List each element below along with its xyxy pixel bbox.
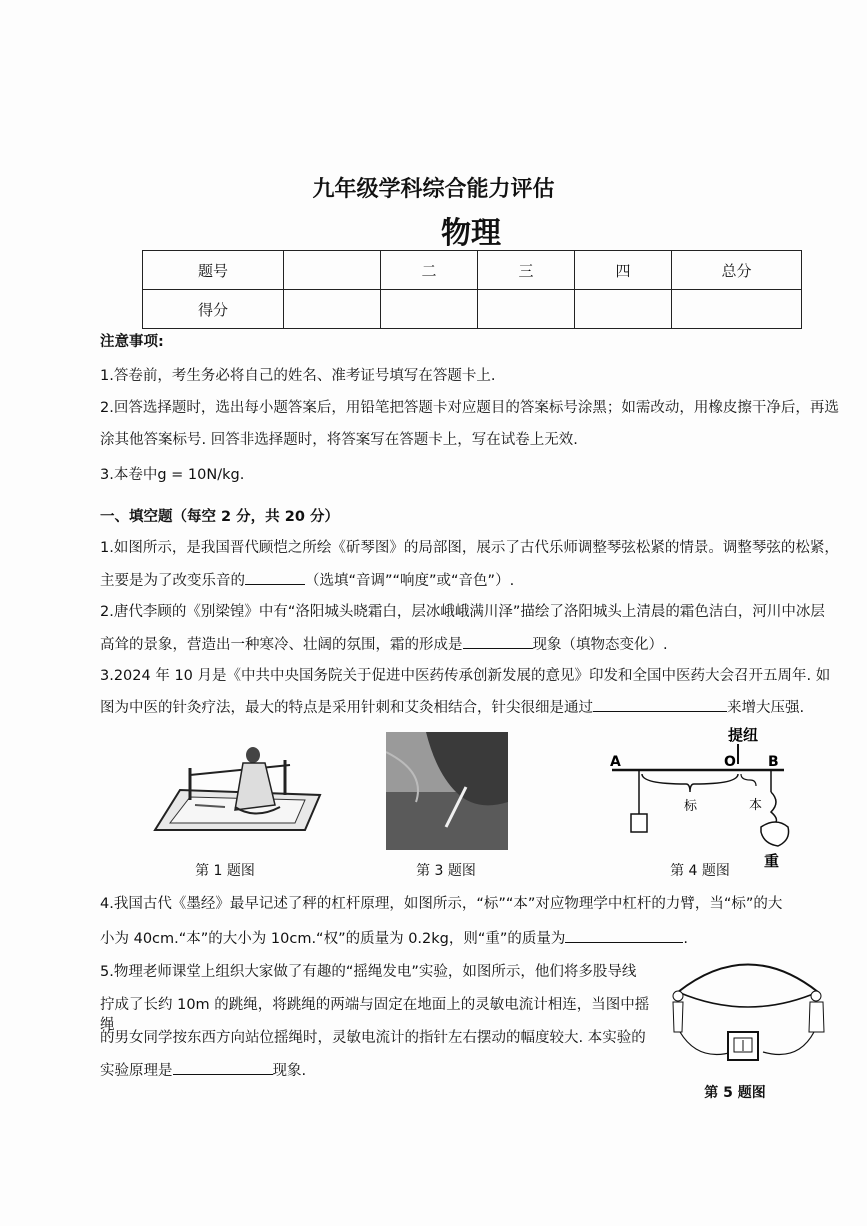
score-input-cell[interactable]	[672, 290, 802, 329]
table-cell: 三	[478, 251, 575, 290]
question-text: .	[683, 931, 688, 947]
question-4-line	[100, 928, 842, 949]
figure-4-image	[606, 722, 806, 872]
question-text: 图为中医的针灸疗法，最大的特点是采用针刺和艾灸相结合，针尖很细是通过	[100, 700, 593, 716]
score-table-header-row	[143, 251, 802, 290]
section-heading: 一、填空题（每空 2 分，共 20 分）	[100, 509, 339, 525]
score-input-cell[interactable]	[575, 290, 672, 329]
score-table-score-row	[143, 290, 802, 329]
question-2-line	[100, 634, 842, 655]
question-3-line	[100, 697, 842, 718]
figure-1-caption: 第 1 题图	[195, 863, 255, 879]
notice-item: 2.回答选择题时，选出每小题答案后，用铅笔把答题卡对应题目的答案标号涂黑；如需改动，用橡皮擦干净后，再选	[100, 400, 839, 416]
question-5-line: 拧成了长约 10m 的跳绳，将跳绳的两端与固定在地面上的灵敏电流计相连，当图中摇绳	[100, 997, 650, 1033]
question-1-line	[100, 570, 842, 591]
subject-title: 物理	[441, 216, 501, 251]
exam-title: 九年级学科综合能力评估	[312, 177, 555, 202]
question-2-line: 2.唐代李顾的《别梁锽》中有“洛阳城头晓霜白，层冰峨峨满川泽”描绘了洛阳城头上清晨的霜色洁白，河川中冰层	[100, 604, 825, 620]
answer-blank[interactable]	[173, 1060, 273, 1075]
fig4-label-tizhu: 提纽	[728, 726, 759, 744]
question-text: 来增大压强.	[727, 700, 805, 716]
question-text: 实验原理是	[100, 1063, 173, 1079]
answer-blank[interactable]	[463, 634, 533, 649]
question-3-line: 3.2024 年 10 月是《中共中央国务院关于促进中医药传承创新发展的意见》印发和全国中医药大会召开五周年. 如	[100, 668, 831, 684]
table-cell: 题号	[143, 251, 284, 290]
notice-heading: 注意事项:	[100, 334, 164, 350]
question-5-line	[100, 1060, 660, 1081]
fig4-label-ben: 本	[749, 798, 763, 813]
table-cell: 二	[381, 251, 478, 290]
table-cell	[284, 251, 381, 290]
table-cell: 总分	[672, 251, 802, 290]
question-text: 小为 40cm.“本”的大小为 10cm.“权”的质量为 0.2kg，则“重”的质量为	[100, 931, 566, 947]
fig4-label-o: O	[724, 754, 736, 770]
answer-blank[interactable]	[565, 928, 683, 943]
notice-item: 涂其他答案标号. 回答非选择题时，将答案写在答题卡上，写在试卷上无效.	[100, 432, 578, 448]
question-text: 现象（填物态变化）.	[532, 637, 668, 653]
notice-item: 3.本卷中g = 10N/kg.	[100, 467, 245, 483]
table-cell: 四	[575, 251, 672, 290]
fig4-label-a: A	[610, 754, 621, 770]
table-cell: 得分	[143, 290, 284, 329]
figure-3-image	[386, 732, 508, 850]
figure-3-caption: 第 3 题图	[416, 863, 476, 879]
fig4-label-b: B	[768, 754, 779, 770]
question-5-line: 的男女同学按东西方向站位摇绳时，灵敏电流计的指针左右摆动的幅度较大. 本实验的	[100, 1030, 646, 1046]
question-1-line: 1.如图所示，是我国晋代顾恺之所绘《斫琴图》的局部图，展示了古代乐师调整琴弦松紧的情景。调整琴弦的松紧，	[100, 540, 839, 556]
fig4-label-zhong: 重	[764, 852, 780, 870]
score-input-cell[interactable]	[284, 290, 381, 329]
score-input-cell[interactable]	[478, 290, 575, 329]
figure-1-image	[135, 735, 325, 845]
score-table	[142, 250, 802, 329]
answer-blank[interactable]	[245, 570, 305, 585]
figure-5-caption: 第 5 题图	[704, 1085, 766, 1101]
fig4-label-biao: 标	[684, 799, 698, 814]
question-text: 高耸的景象，营造出一种寒冷、壮阔的氛围，霜的形成是	[100, 637, 463, 653]
question-text: 主要是为了改变乐音的	[100, 573, 245, 589]
question-4-line: 4.我国古代《墨经》最早记述了秤的杠杆原理，如图所示，“标”“本”对应物理学中杠杆的力臂，当“标”的大	[100, 896, 783, 912]
question-text: （选填“音调”“响度”或“音色”）.	[305, 573, 515, 589]
notice-item: 1.答卷前，考生务必将自己的姓名、准考证号填写在答题卡上.	[100, 368, 496, 384]
figure-4-caption: 第 4 题图	[670, 863, 730, 879]
question-5-line: 5.物理老师课堂上组织大家做了有趣的“摇绳发电”实验，如图所示，他们将多股导线	[100, 964, 637, 980]
answer-blank[interactable]	[593, 697, 727, 712]
score-input-cell[interactable]	[381, 290, 478, 329]
question-text: 现象.	[272, 1063, 307, 1079]
figure-5-image	[668, 952, 828, 1074]
